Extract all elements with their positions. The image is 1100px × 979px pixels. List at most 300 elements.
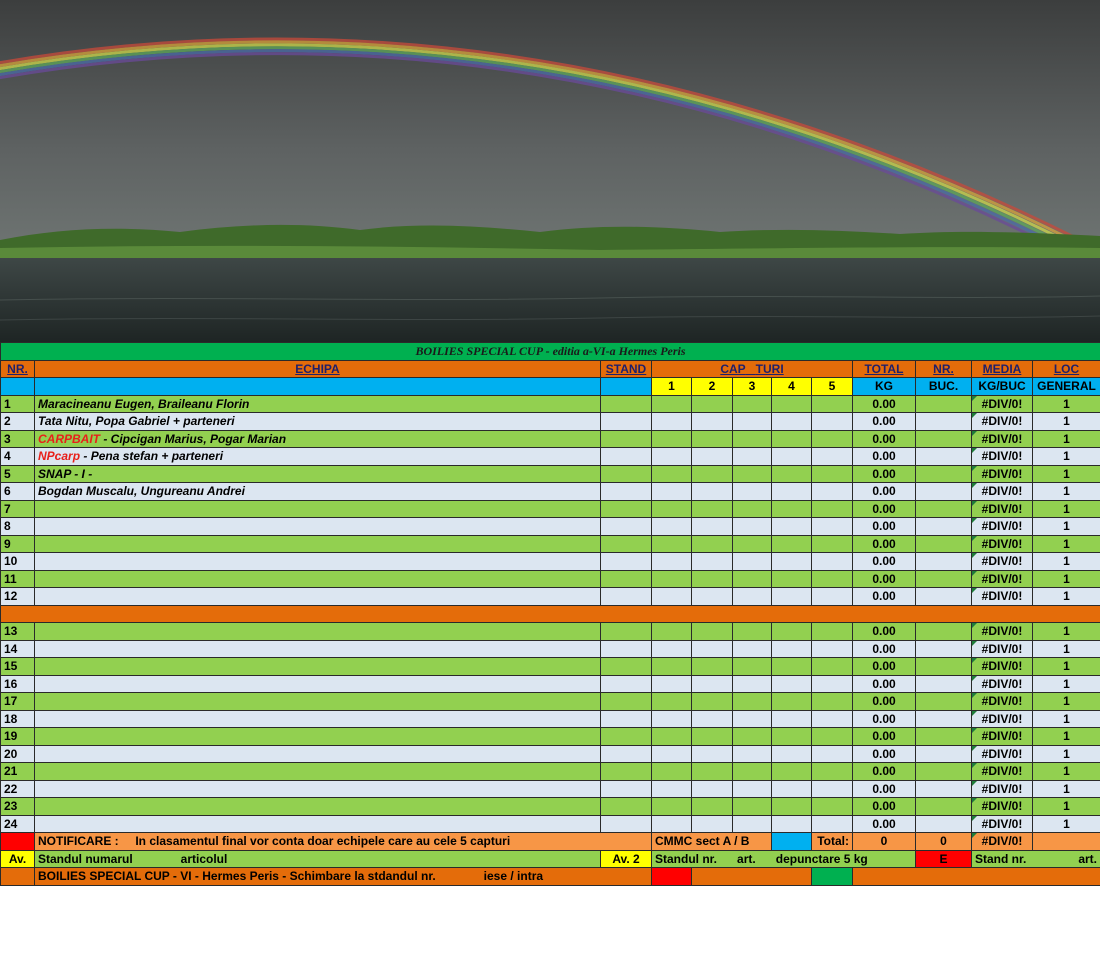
row-team[interactable] [35, 693, 601, 711]
row-stand[interactable] [601, 448, 652, 466]
row-tur-3[interactable] [733, 500, 772, 518]
row-nr[interactable]: 16 [1, 675, 35, 693]
row-team[interactable] [35, 430, 601, 448]
row-total-kg[interactable]: 0.00 [853, 570, 916, 588]
row-team[interactable] [35, 623, 601, 641]
row-loc[interactable]: 1 [1033, 518, 1100, 536]
row-media[interactable]: #DIV/0! [972, 815, 1033, 833]
row-nr-buc[interactable] [916, 763, 972, 781]
row-nr[interactable]: 22 [1, 780, 35, 798]
row-nr-buc[interactable] [916, 570, 972, 588]
row-tur-5[interactable] [812, 693, 853, 711]
row-tur-3[interactable] [733, 780, 772, 798]
row-tur-4[interactable] [772, 465, 812, 483]
row-tur-1[interactable] [652, 658, 692, 676]
row-tur-4[interactable] [772, 640, 812, 658]
row-nr-buc[interactable] [916, 500, 972, 518]
row-media[interactable]: #DIV/0! [972, 553, 1033, 571]
row-tur-5[interactable] [812, 815, 853, 833]
row-tur-3[interactable] [733, 413, 772, 431]
row-tur-5[interactable] [812, 658, 853, 676]
row-stand[interactable] [601, 763, 652, 781]
row-media[interactable]: #DIV/0! [972, 448, 1033, 466]
row-tur-1[interactable] [652, 518, 692, 536]
row-tur-2[interactable] [692, 763, 733, 781]
row-tur-1[interactable] [652, 500, 692, 518]
row-tur-4[interactable] [772, 623, 812, 641]
row-tur-3[interactable] [733, 675, 772, 693]
row-tur-4[interactable] [772, 693, 812, 711]
row-stand[interactable] [601, 535, 652, 553]
row-total-kg[interactable]: 0.00 [853, 675, 916, 693]
row-tur-1[interactable] [652, 780, 692, 798]
row-tur-1[interactable] [652, 553, 692, 571]
standul-numarul-label: Standul numarul [38, 851, 133, 866]
row-tur-2[interactable] [692, 483, 733, 501]
row-tur-2[interactable] [692, 553, 733, 571]
row-tur-3[interactable] [733, 763, 772, 781]
row-nr-buc[interactable] [916, 535, 972, 553]
change-note[interactable] [35, 868, 652, 886]
row-media[interactable]: #DIV/0! [972, 798, 1033, 816]
row-tur-3[interactable] [733, 745, 772, 763]
row-tur-2[interactable] [692, 623, 733, 641]
row-tur-5[interactable] [812, 798, 853, 816]
tur-5-header: 5 [812, 378, 853, 396]
row-tur-3[interactable] [733, 798, 772, 816]
row-media[interactable]: #DIV/0! [972, 780, 1033, 798]
row-stand[interactable] [601, 728, 652, 746]
row-team[interactable] [35, 763, 601, 781]
row-team[interactable] [35, 780, 601, 798]
blue-marker [772, 833, 812, 851]
row-tur-1[interactable] [652, 728, 692, 746]
row-tur-2[interactable] [692, 710, 733, 728]
row-tur-2[interactable] [692, 640, 733, 658]
row-total-kg[interactable]: 0.00 [853, 483, 916, 501]
row-media[interactable]: #DIV/0! [972, 693, 1033, 711]
row-tur-1[interactable] [652, 640, 692, 658]
row-total-kg[interactable]: 0.00 [853, 780, 916, 798]
row-nr[interactable]: 17 [1, 693, 35, 711]
row-tur-3[interactable] [733, 518, 772, 536]
row-nr-buc[interactable] [916, 815, 972, 833]
row-stand[interactable] [601, 675, 652, 693]
row-tur-2[interactable] [692, 395, 733, 413]
row-nr[interactable]: 21 [1, 763, 35, 781]
row-tur-4[interactable] [772, 483, 812, 501]
row-tur-4[interactable] [772, 588, 812, 606]
row-nr[interactable]: 15 [1, 658, 35, 676]
row-total-kg[interactable]: 0.00 [853, 518, 916, 536]
row-tur-1[interactable] [652, 623, 692, 641]
row-tur-5[interactable] [812, 570, 853, 588]
row-tur-1[interactable] [652, 763, 692, 781]
row-loc[interactable]: 1 [1033, 553, 1100, 571]
row-tur-4[interactable] [772, 500, 812, 518]
row-total-kg[interactable]: 0.00 [853, 763, 916, 781]
row-media[interactable]: #DIV/0! [972, 413, 1033, 431]
row-tur-1[interactable] [652, 413, 692, 431]
row-tur-5[interactable] [812, 483, 853, 501]
row-nr-buc[interactable] [916, 728, 972, 746]
row-team[interactable] [35, 728, 601, 746]
row-total-kg[interactable]: 0.00 [853, 448, 916, 466]
row-tur-3[interactable] [733, 430, 772, 448]
row-total-kg[interactable]: 0.00 [853, 395, 916, 413]
row-nr[interactable]: 12 [1, 588, 35, 606]
row-team[interactable] [35, 798, 601, 816]
row-tur-4[interactable] [772, 570, 812, 588]
row-tur-5[interactable] [812, 465, 853, 483]
row-total-kg[interactable]: 0.00 [853, 815, 916, 833]
row-nr-buc[interactable] [916, 413, 972, 431]
row-nr-buc[interactable] [916, 553, 972, 571]
kgbuc-subheader: KG/BUC [972, 378, 1033, 396]
row-stand[interactable] [601, 710, 652, 728]
row-tur-3[interactable] [733, 588, 772, 606]
row-team[interactable] [35, 640, 601, 658]
row-media[interactable]: #DIV/0! [972, 465, 1033, 483]
row-tur-2[interactable] [692, 658, 733, 676]
row-tur-5[interactable] [812, 518, 853, 536]
row-loc[interactable]: 1 [1033, 815, 1100, 833]
row-media[interactable]: #DIV/0! [972, 640, 1033, 658]
row-nr[interactable]: 13 [1, 623, 35, 641]
row-team[interactable] [35, 815, 601, 833]
row-tur-4[interactable] [772, 553, 812, 571]
row-tur-4[interactable] [772, 430, 812, 448]
notification [35, 833, 652, 851]
row-tur-2[interactable] [692, 745, 733, 763]
row-tur-1[interactable] [652, 745, 692, 763]
row-tur-2[interactable] [692, 535, 733, 553]
kg-subheader: KG [853, 378, 916, 396]
row-tur-5[interactable] [812, 535, 853, 553]
row-nr[interactable]: 8 [1, 518, 35, 536]
row-nr-buc[interactable] [916, 780, 972, 798]
row-team[interactable] [35, 500, 601, 518]
row-team[interactable] [35, 518, 601, 536]
row-nr-buc[interactable] [916, 640, 972, 658]
row-stand[interactable] [601, 570, 652, 588]
row-loc[interactable]: 1 [1033, 763, 1100, 781]
row-media[interactable]: #DIV/0! [972, 710, 1033, 728]
row-team[interactable] [35, 710, 601, 728]
row-loc[interactable]: 1 [1033, 413, 1100, 431]
row-stand[interactable] [601, 483, 652, 501]
row-team[interactable] [35, 588, 601, 606]
row-nr[interactable]: 3 [1, 430, 35, 448]
row-tur-1[interactable] [652, 395, 692, 413]
row-loc[interactable]: 1 [1033, 710, 1100, 728]
row-tur-4[interactable] [772, 763, 812, 781]
row-tur-5[interactable] [812, 780, 853, 798]
row-tur-4[interactable] [772, 413, 812, 431]
row-tur-3[interactable] [733, 710, 772, 728]
row-nr[interactable]: 19 [1, 728, 35, 746]
row-stand[interactable] [601, 640, 652, 658]
row-loc[interactable]: 1 [1033, 465, 1100, 483]
row-nr[interactable]: 20 [1, 745, 35, 763]
row-tur-3[interactable] [733, 553, 772, 571]
row-total-kg[interactable]: 0.00 [853, 710, 916, 728]
row-tur-3[interactable] [733, 465, 772, 483]
row-nr-buc[interactable] [916, 693, 972, 711]
row-tur-4[interactable] [772, 728, 812, 746]
row-media[interactable]: #DIV/0! [972, 395, 1033, 413]
row-loc[interactable]: 1 [1033, 640, 1100, 658]
row-tur-5[interactable] [812, 413, 853, 431]
row-media[interactable]: #DIV/0! [972, 483, 1033, 501]
row-tur-2[interactable] [692, 448, 733, 466]
row-tur-2[interactable] [692, 430, 733, 448]
row-stand[interactable] [601, 623, 652, 641]
row-nr[interactable]: 6 [1, 483, 35, 501]
row-tur-2[interactable] [692, 693, 733, 711]
row-total-kg[interactable]: 0.00 [853, 430, 916, 448]
row-tur-2[interactable] [692, 780, 733, 798]
row-team[interactable] [35, 483, 601, 501]
row-loc[interactable]: 1 [1033, 483, 1100, 501]
warning-2[interactable] [652, 850, 916, 868]
row-total-kg[interactable]: 0.00 [853, 413, 916, 431]
row-nr[interactable]: 23 [1, 798, 35, 816]
row-tur-3[interactable] [733, 640, 772, 658]
row-loc[interactable]: 1 [1033, 623, 1100, 641]
notification-text: In clasamentul final vor conta doar echipele care au cele 5 capturi [135, 834, 511, 849]
row-nr[interactable]: 14 [1, 640, 35, 658]
row-stand[interactable] [601, 395, 652, 413]
row-media[interactable]: #DIV/0! [972, 728, 1033, 746]
row-stand[interactable] [601, 780, 652, 798]
row-tur-3[interactable] [733, 693, 772, 711]
row-total-kg[interactable]: 0.00 [853, 500, 916, 518]
row-tur-2[interactable] [692, 798, 733, 816]
row-loc[interactable]: 1 [1033, 448, 1100, 466]
row-tur-5[interactable] [812, 588, 853, 606]
row-tur-4[interactable] [772, 675, 812, 693]
row-stand[interactable] [601, 658, 652, 676]
row-nr[interactable]: 2 [1, 413, 35, 431]
row-nr-buc[interactable] [916, 798, 972, 816]
row-stand[interactable] [601, 465, 652, 483]
row-tur-2[interactable] [692, 815, 733, 833]
row-nr-buc[interactable] [916, 588, 972, 606]
row-team[interactable] [35, 658, 601, 676]
row-nr[interactable]: 1 [1, 395, 35, 413]
row-nr-buc[interactable] [916, 710, 972, 728]
row-nr-buc[interactable] [916, 623, 972, 641]
row-media[interactable]: #DIV/0! [972, 588, 1033, 606]
row-tur-1[interactable] [652, 570, 692, 588]
row-loc[interactable]: 1 [1033, 395, 1100, 413]
row-stand[interactable] [601, 815, 652, 833]
row-total-kg[interactable]: 0.00 [853, 658, 916, 676]
row-media[interactable]: #DIV/0! [972, 570, 1033, 588]
row-nr-buc[interactable] [916, 675, 972, 693]
row-media[interactable]: #DIV/0! [972, 658, 1033, 676]
row-stand[interactable] [601, 500, 652, 518]
warning-3[interactable] [972, 850, 1100, 868]
row-tur-2[interactable] [692, 518, 733, 536]
row-tur-4[interactable] [772, 815, 812, 833]
row-tur-2[interactable] [692, 570, 733, 588]
row-total-kg[interactable]: 0.00 [853, 640, 916, 658]
row-tur-1[interactable] [652, 675, 692, 693]
row-nr-buc[interactable] [916, 745, 972, 763]
row-nr[interactable]: 4 [1, 448, 35, 466]
row-nr[interactable]: 24 [1, 815, 35, 833]
row-team[interactable] [35, 745, 601, 763]
row-nr[interactable]: 18 [1, 710, 35, 728]
row-tur-4[interactable] [772, 658, 812, 676]
row-stand[interactable] [601, 553, 652, 571]
row-total-kg[interactable]: 0.00 [853, 553, 916, 571]
row-tur-3[interactable] [733, 395, 772, 413]
row-team[interactable] [35, 535, 601, 553]
row-loc[interactable]: 1 [1033, 658, 1100, 676]
change-row [1, 868, 1100, 886]
row-total-kg[interactable]: 0.00 [853, 728, 916, 746]
row-tur-1[interactable] [652, 483, 692, 501]
row-loc[interactable]: 1 [1033, 430, 1100, 448]
row-team[interactable] [35, 675, 601, 693]
row-tur-5[interactable] [812, 745, 853, 763]
row-tur-4[interactable] [772, 448, 812, 466]
row-tur-2[interactable] [692, 675, 733, 693]
row-loc[interactable]: 1 [1033, 500, 1100, 518]
row-team[interactable] [35, 413, 601, 431]
row-nr[interactable]: 11 [1, 570, 35, 588]
row-nr-buc[interactable] [916, 395, 972, 413]
row-nr-buc[interactable] [916, 518, 972, 536]
row-stand[interactable] [601, 588, 652, 606]
row-tur-5[interactable] [812, 448, 853, 466]
row-tur-2[interactable] [692, 728, 733, 746]
row-nr[interactable]: 5 [1, 465, 35, 483]
row-tur-1[interactable] [652, 588, 692, 606]
row-tur-4[interactable] [772, 395, 812, 413]
row-team[interactable] [35, 448, 601, 466]
row-tur-1[interactable] [652, 693, 692, 711]
row-team[interactable] [35, 553, 601, 571]
row-tur-1[interactable] [652, 448, 692, 466]
row-nr-buc[interactable] [916, 483, 972, 501]
row-tur-5[interactable] [812, 728, 853, 746]
row-total-kg[interactable]: 0.00 [853, 798, 916, 816]
row-stand[interactable] [601, 413, 652, 431]
row-team[interactable] [35, 465, 601, 483]
row-tur-5[interactable] [812, 675, 853, 693]
row-media[interactable]: #DIV/0! [972, 623, 1033, 641]
row-tur-4[interactable] [772, 780, 812, 798]
row-media[interactable]: #DIV/0! [972, 500, 1033, 518]
row-nr-buc[interactable] [916, 430, 972, 448]
row-media[interactable]: #DIV/0! [972, 535, 1033, 553]
row-tur-3[interactable] [733, 623, 772, 641]
row-team[interactable] [35, 395, 601, 413]
row-tur-2[interactable] [692, 413, 733, 431]
row-nr[interactable]: 7 [1, 500, 35, 518]
row-tur-1[interactable] [652, 430, 692, 448]
row-tur-5[interactable] [812, 640, 853, 658]
row-tur-1[interactable] [652, 815, 692, 833]
row-tur-3[interactable] [733, 728, 772, 746]
row-stand[interactable] [601, 798, 652, 816]
row-tur-1[interactable] [652, 465, 692, 483]
row-tur-3[interactable] [733, 570, 772, 588]
row-tur-2[interactable] [692, 500, 733, 518]
row-tur-1[interactable] [652, 798, 692, 816]
row-tur-1[interactable] [652, 710, 692, 728]
row-tur-5[interactable] [812, 395, 853, 413]
row-loc[interactable]: 1 [1033, 745, 1100, 763]
row-tur-3[interactable] [733, 448, 772, 466]
row-stand[interactable] [601, 693, 652, 711]
row-stand[interactable] [601, 518, 652, 536]
row-tur-5[interactable] [812, 430, 853, 448]
row-media[interactable]: #DIV/0! [972, 675, 1033, 693]
row-total-kg[interactable]: 0.00 [853, 693, 916, 711]
row-tur-5[interactable] [812, 553, 853, 571]
row-loc[interactable]: 1 [1033, 780, 1100, 798]
row-total-kg[interactable]: 0.00 [853, 745, 916, 763]
row-tur-2[interactable] [692, 465, 733, 483]
row-nr[interactable]: 10 [1, 553, 35, 571]
row-tur-5[interactable] [812, 623, 853, 641]
row-media[interactable]: #DIV/0! [972, 763, 1033, 781]
row-nr-buc[interactable] [916, 658, 972, 676]
row-media[interactable]: #DIV/0! [972, 745, 1033, 763]
row-stand[interactable] [601, 430, 652, 448]
row-total-kg[interactable]: 0.00 [853, 535, 916, 553]
row-tur-4[interactable] [772, 798, 812, 816]
row-loc[interactable]: 1 [1033, 798, 1100, 816]
row-nr[interactable]: 9 [1, 535, 35, 553]
row-tur-5[interactable] [812, 763, 853, 781]
row-tur-1[interactable] [652, 535, 692, 553]
row-tur-3[interactable] [733, 535, 772, 553]
row-tur-4[interactable] [772, 518, 812, 536]
row-tur-4[interactable] [772, 710, 812, 728]
row-tur-4[interactable] [772, 745, 812, 763]
row-media[interactable]: #DIV/0! [972, 518, 1033, 536]
row-loc[interactable]: 1 [1033, 675, 1100, 693]
row-nr-buc[interactable] [916, 465, 972, 483]
row-loc[interactable]: 1 [1033, 588, 1100, 606]
row-loc[interactable]: 1 [1033, 535, 1100, 553]
row-tur-3[interactable] [733, 483, 772, 501]
row-loc[interactable]: 1 [1033, 693, 1100, 711]
row-media[interactable]: #DIV/0! [972, 430, 1033, 448]
row-tur-5[interactable] [812, 500, 853, 518]
row-loc[interactable]: 1 [1033, 570, 1100, 588]
warning-1[interactable] [35, 850, 601, 868]
row-tur-3[interactable] [733, 815, 772, 833]
row-team[interactable] [35, 570, 601, 588]
row-total-kg[interactable]: 0.00 [853, 588, 916, 606]
row-stand[interactable] [601, 745, 652, 763]
row-total-kg[interactable]: 0.00 [853, 623, 916, 641]
row-tur-2[interactable] [692, 588, 733, 606]
row-tur-4[interactable] [772, 535, 812, 553]
row-nr-buc[interactable] [916, 448, 972, 466]
row-tur-5[interactable] [812, 710, 853, 728]
row-total-kg[interactable]: 0.00 [853, 465, 916, 483]
row-tur-3[interactable] [733, 658, 772, 676]
row-loc[interactable]: 1 [1033, 728, 1100, 746]
